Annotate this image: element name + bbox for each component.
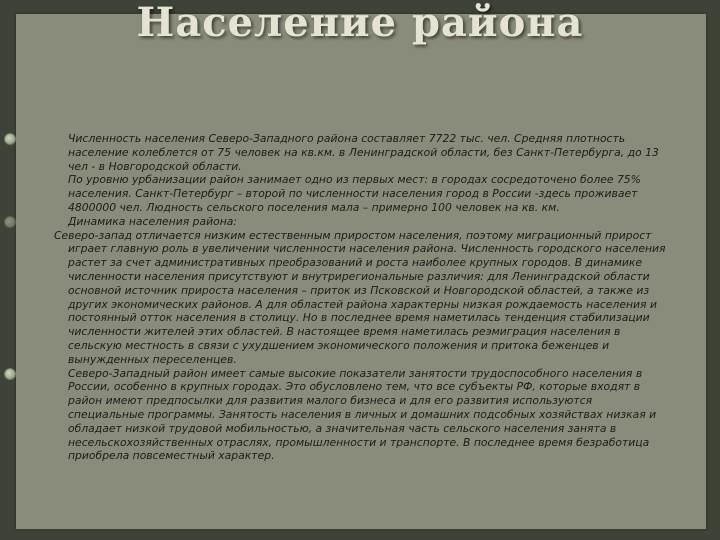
text-line: население колеблется от 75 человек на кв.км. в Ленинградской области, без Санкт-Петербурга, до 13 — [68, 145, 659, 159]
text-line: населения. Санкт-Петербург – второй по численности населения город в России -здесь проживает — [68, 187, 638, 201]
paragraph-dynamics — [54, 228, 670, 367]
text-line: Северо-запад отличается низким естественным приростом населения, поэтому миграционный прирост — [54, 228, 652, 242]
text-line: сельскую местность в связи с ухудшением экономического положения и притока беженцев и — [68, 338, 610, 352]
slide-body — [54, 132, 670, 463]
text-line: основной источник прироста населения – приток из Псковской и Новгородской областей, а также из — [68, 283, 650, 297]
text-line: район имеют предпосылки для развития малого бизнеса и для его развития используются — [68, 394, 593, 408]
bullet-icon — [4, 216, 16, 228]
text-line: несельскохозяйственных отраслях, промышленности и транспорте. В последнее время безработица — [68, 435, 650, 449]
bullet-icon — [4, 133, 16, 145]
text-line: численности жителей этих областей. В настоящее время наметилась реэмиграция населения в — [68, 325, 621, 339]
text-line: Динамика населения района: — [68, 214, 238, 228]
text-line: численности населения присутствуют и внутрирегиональные различия: для Ленинградской области — [68, 269, 650, 283]
paragraph-employment — [60, 367, 670, 464]
slide-title: Население района — [136, 0, 584, 46]
text-line: играет главную роль в увеличении численности населения района. Численность городского населения — [68, 242, 666, 256]
text-line: обладает низкой трудовой мобильностью, а значительная часть сельского населения занята в — [68, 421, 617, 435]
paragraph-dynamics-heading — [60, 215, 670, 229]
text-line: России, особенно в крупных городах. Это обусловлено тем, что все субъекты РФ, которые входят в — [68, 380, 641, 394]
text-line: Численность населения Северо-Западного района составляет 7722 тыс. чел. Средняя плотность — [68, 132, 626, 145]
text-line: По уровню урбанизации район занимает одно из первых мест: в городах сосредоточено более 75% — [68, 173, 641, 187]
text-line: приобрела повсеместный характер. — [68, 449, 275, 463]
text-line: других экономических районов. А для областей района характерны низкая рождаемость населения и — [68, 297, 657, 311]
text-line: специальные программы. Занятость населения в личных и домашних подсобных хозяйствах низкая и — [68, 407, 657, 421]
text-line: Северо-Западный район имеет самые высокие показатели занятости трудоспособного населения в — [68, 366, 643, 380]
text-line: чел - в Новгородской области. — [68, 159, 242, 173]
text-line: постоянный отток населения в столицу. Но в последнее время наметилась тенденция стабилизации — [68, 311, 650, 325]
paragraph-population — [60, 132, 670, 215]
bullet-icon — [4, 368, 16, 380]
text-line: растет за счет административных преобразований и роста наиболее крупных городов. В динамике — [68, 256, 643, 270]
text-line: вынужденных переселенцев. — [68, 352, 237, 366]
text-line: 4800000 чел. Людность сельского поселения мала – примерно 100 человек на кв. км. — [68, 200, 560, 214]
